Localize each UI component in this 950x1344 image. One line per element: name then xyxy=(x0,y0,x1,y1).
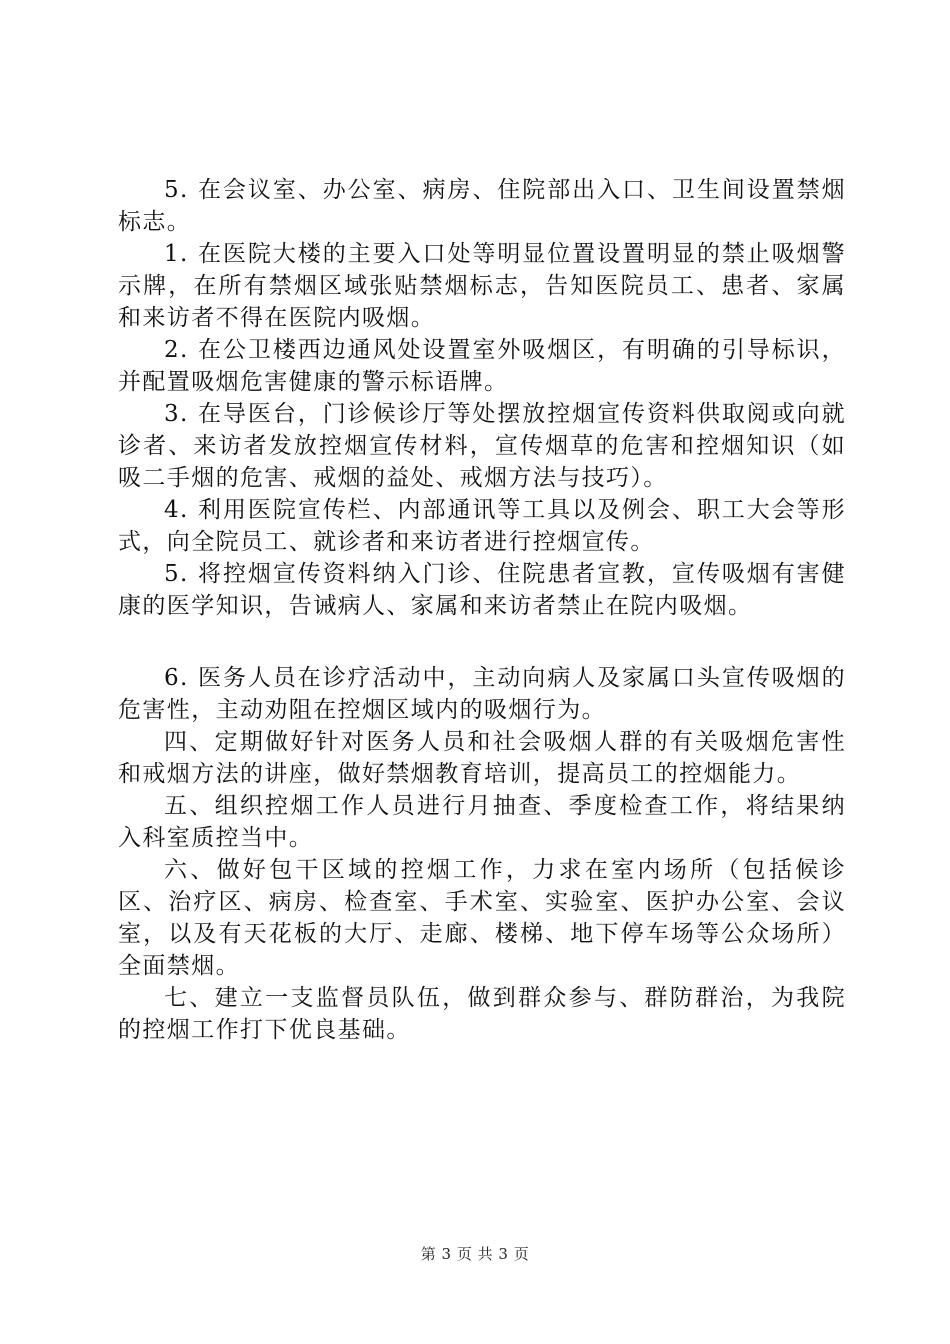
paragraph-3: 2. 在公卫楼西边通风处设置室外吸烟区，有明确的引导标识，并配置吸烟危害健康的警示标语牌。 xyxy=(118,337,846,395)
document-body xyxy=(118,174,846,1046)
paragraph-8: 四、定期做好针对医务人员和社会吸烟人群的有关吸烟危害性和戒烟方法的讲座，做好禁烟教育培训，提高员工的控烟能力。 xyxy=(118,729,846,787)
paragraph-10: 六、做好包干区域的控烟工作，力求在室内场所（包括候诊区、治疗区、病房、检查室、手术室、实验室、医护办公室、会议室，以及有天花板的大厅、走廊、楼梯、地下停车场等公众场所）全面禁烟。 xyxy=(118,857,846,979)
paragraph-4: 3. 在导医台，门诊候诊厅等处摆放控烟宣传资料供取阅或向就诊者、来访者发放控烟宣传材料，宣传烟草的危害和控烟知识（如吸二手烟的危害、戒烟的益处、戒烟方法与技巧）。 xyxy=(118,401,846,491)
paragraph-9: 五、组织控烟工作人员进行月抽查、季度检查工作，将结果纳入科室质控当中。 xyxy=(118,793,846,851)
paragraph-gap xyxy=(118,622,846,662)
paragraph-5: 4. 利用医院宣传栏、内部通讯等工具以及例会、职工大会等形式，向全院员工、就诊者和来访者进行控烟宣传。 xyxy=(118,497,846,555)
paragraph-11: 七、建立一支监督员队伍，做到群众参与、群防群治，为我院的控烟工作打下优良基础。 xyxy=(118,985,846,1043)
paragraph-2: 1. 在医院大楼的主要入口处等明显位置设置明显的禁止吸烟警示牌，在所有禁烟区域张贴禁烟标志，告知医院员工、患者、家属和来访者不得在医院内吸烟。 xyxy=(118,241,846,331)
paragraph-7: 6. 医务人员在诊疗活动中，主动向病人及家属口头宣传吸烟的危害性，主动劝阻在控烟区域内的吸烟行为。 xyxy=(118,665,846,723)
paragraph-1: 5. 在会议室、办公室、病房、住院部出入口、卫生间设置禁烟标志。 xyxy=(118,177,846,235)
paragraph-6: 5. 将控烟宣传资料纳入门诊、住院患者宣教，宣传吸烟有害健康的医学知识，告诫病人、家属和来访者禁止在院内吸烟。 xyxy=(118,561,846,619)
page-number-footer: 第 3 页 共 3 页 xyxy=(420,1245,530,1263)
